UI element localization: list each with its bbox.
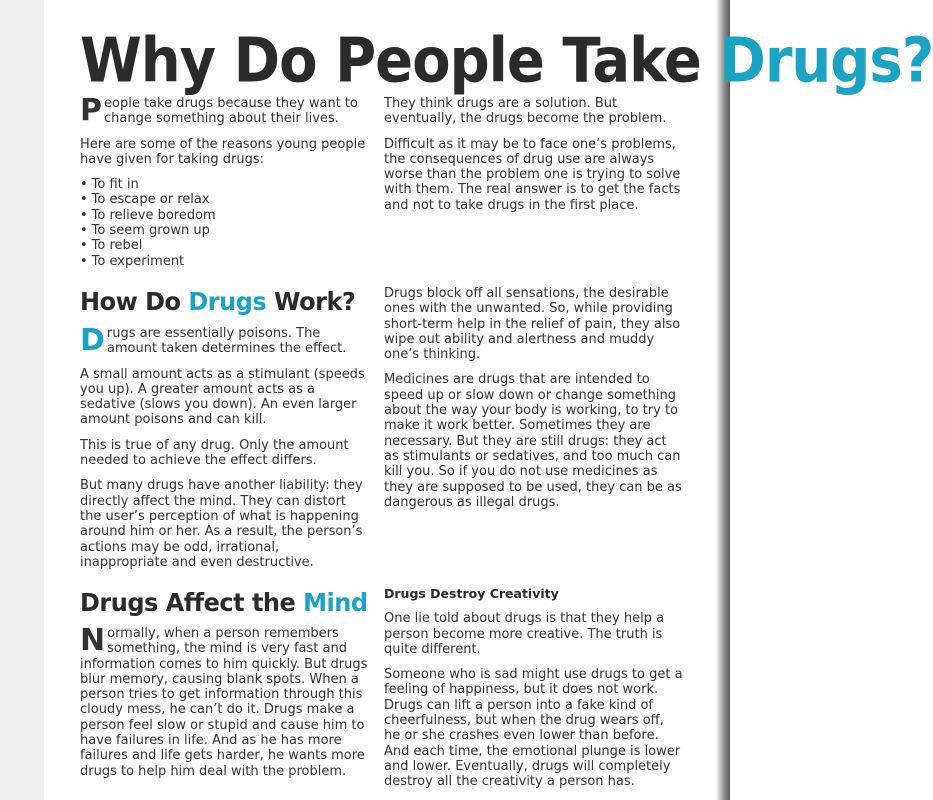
creativity-subheading: Drugs Destroy Creativity	[384, 586, 559, 601]
poisons-paragraph	[80, 323, 370, 358]
heading-text: How Do	[80, 287, 189, 317]
medicines-paragraph: Medicines are drugs that are intended to speed up or slow down or change something about the way your body is working, to try to make it work better. Sometimes they are necessary. But they are still drugs: they act as stimulants or sedatives, and too much can kill you. So if you do not use medicines as they are supposed to be used, they can be as dangerous as illegal drugs.	[384, 372, 682, 510]
poisons-text: rugs are essentially poisons. The amount taken determines the effect.	[106, 326, 347, 357]
page-title	[80, 22, 933, 101]
intro-column	[80, 93, 370, 269]
document-page	[44, 0, 933, 800]
reasons-list	[80, 177, 370, 269]
sensations-paragraph: Drugs block off all sensations, the desirable ones with the unwanted. So, while providing short-term help in the relief of pain, they also wipe out ability and alertness and muddy one’s thinking.	[384, 286, 681, 363]
stimulant-paragraph: A small amount acts as a stimulant (speeds you up). A greater amount acts as a sedative (slows you down). An even larger amount poisons and can kill.	[80, 366, 365, 428]
affect-mind-column	[80, 623, 370, 789]
amount-paragraph: This is true of any drug. Only the amount needed to achieve the effect differs.	[80, 437, 349, 469]
liability-paragraph: But many drugs have another liability: they directly affect the mind. They can distort the user’s perception of what is happening around him or her. As a result, the person’s actions may be odd, irrational, inappropriate and even destructive.	[80, 478, 363, 570]
reason-item: • To experiment	[80, 254, 370, 269]
page-left-margin	[0, 0, 44, 800]
heading-accent: Drugs	[188, 287, 267, 317]
memory-paragraph	[80, 623, 370, 779]
poisons-dropcap: D	[80, 323, 105, 358]
page-edge-shadow	[716, 0, 730, 800]
creativity-column	[384, 586, 684, 800]
heading-text: Drugs Affect the	[80, 588, 304, 618]
heading-accent: Mind	[303, 588, 368, 618]
solution-paragraph: They think drugs are a solution. But eventually, the drugs become the problem.	[384, 96, 667, 127]
intro-right-column	[384, 96, 684, 223]
reason-item: • To fit in	[80, 177, 370, 192]
memory-text: ormally, when a person remembers something, the mind is very fast and information comes to him quickly. But drugs blur memory, causing blank spots. When a person tries to get information through this cloudy mess, he can’t do it. Drugs make a person feel slow or stupid and cause him to have failures in life. And as he has more failures and life gets harder, he wants more drugs to help him deal with the problem.	[80, 626, 368, 779]
reasons-intro: Here are some of the reasons young people have given for taking drugs:	[80, 136, 366, 167]
reason-item: • To escape or relax	[80, 192, 370, 207]
creativity-crash-paragraph: Someone who is sad might use drugs to get a feeling of happiness, but it does not work. Drugs can lift a person into a fake kind of cheerfulness, but when the drug wears off, he or she crashes even lower than before. And each time, the emotional plunge is lower and lower. Eventually, drugs will completely destroy all the creativity a person has.	[384, 667, 683, 790]
reason-item: • To seem grown up	[80, 223, 370, 238]
memory-dropcap: N	[80, 623, 106, 658]
page-title-text: Why Do People Take	[80, 25, 720, 97]
intro-text: eople take drugs because they want to change something about their lives.	[104, 96, 358, 127]
intro-paragraph	[80, 93, 370, 128]
creativity-lie-paragraph: One lie told about drugs is that they help a person become more creative. The truth is quite different.	[384, 611, 665, 657]
how-drugs-work-right-column	[384, 286, 684, 520]
reason-item: • To rebel	[80, 238, 370, 253]
reason-item: • To relieve boredom	[80, 208, 370, 223]
page-title-accent: Drugs?	[719, 25, 933, 97]
consequences-paragraph: Difficult as it may be to face one’s problems, the consequences of drug use are always worse than the problem one is trying to solve with them. The real answer is to get the facts and not to take drugs in the first place.	[384, 136, 681, 213]
intro-dropcap: P	[80, 93, 102, 128]
heading-text: Work?	[266, 287, 356, 317]
how-drugs-work-left-column	[80, 323, 370, 580]
drugs-affect-mind-heading	[80, 588, 368, 617]
how-drugs-work-heading	[80, 287, 355, 316]
